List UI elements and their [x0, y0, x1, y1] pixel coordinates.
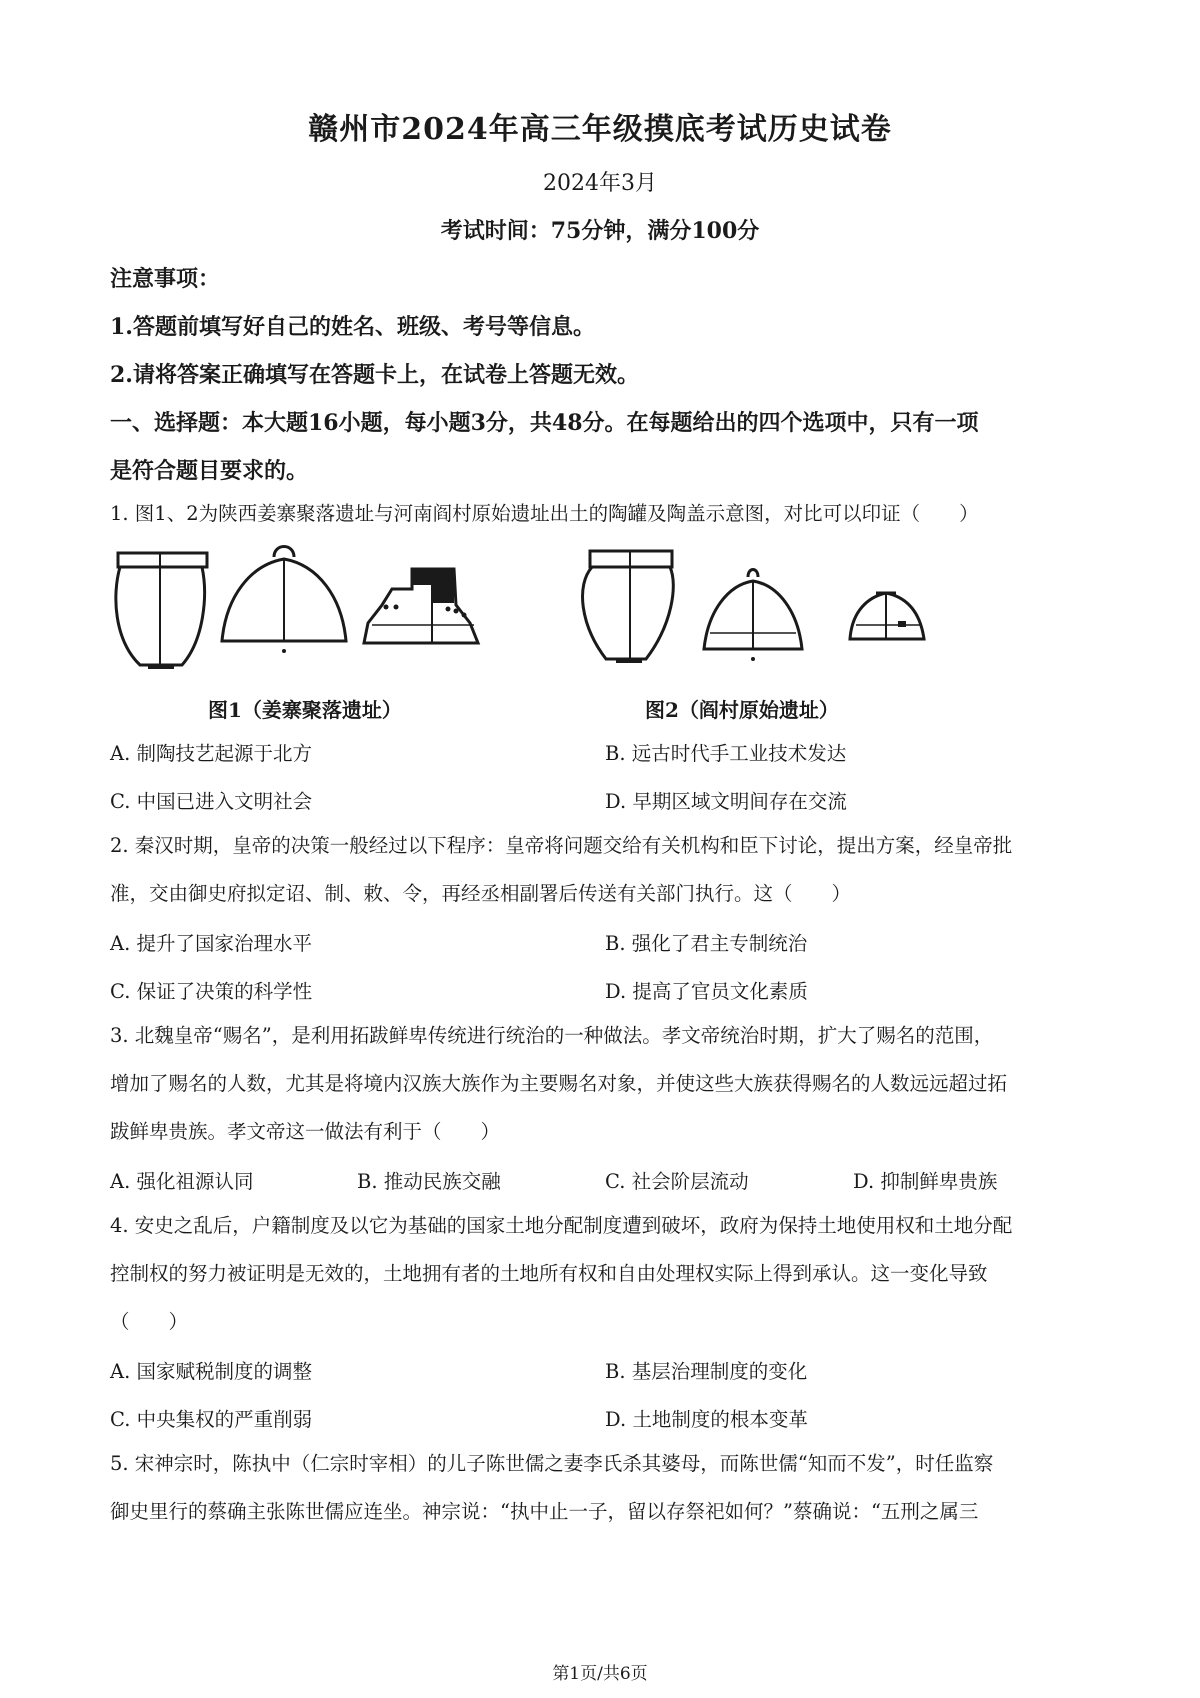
question-1-stem: 1. 图1、2为陕西姜寨聚落遗址与河南阎村原始遗址出土的陶罐及陶盖示意图，对比可以印证（ ） — [110, 502, 979, 525]
page-title: 赣州市2024年高三年级摸底考试历史试卷 — [308, 112, 892, 147]
q2-option-d: D. 提高了官员文化素质 — [605, 980, 808, 1003]
exam-date: 2024年3月 — [543, 171, 657, 196]
q1-option-b: B. 远古时代手工业技术发达 — [605, 742, 847, 765]
q1-option-c: C. 中国已进入文明社会 — [110, 790, 313, 813]
question-2-stem-line-1: 2. 秦汉时期，皇帝的决策一般经过以下程序：皇帝将问题交给有关机构和臣下讨论，提出方案，经皇帝批 — [110, 834, 1013, 857]
figure-1-pottery-drawing — [110, 545, 510, 680]
question-3-stem-line-3: 跋鲜卑贵族。孝文帝这一做法有利于（ ） — [110, 1120, 501, 1143]
question-3-stem-line-2: 增加了赐名的人数，尤其是将境内汉族大族作为主要赐名对象，并使这些大族获得赐名的人数远远超过拓 — [110, 1072, 1008, 1095]
figure-2-pottery-drawing — [580, 545, 960, 680]
section-heading-line-2: 是符合题目要求的。 — [110, 458, 309, 484]
question-4-stem-line-2: 控制权的努力被证明是无效的，土地拥有者的土地所有权和自由处理权实际上得到承认。这一变化导致 — [110, 1262, 988, 1285]
q3-option-b: B. 推动民族交融 — [357, 1170, 501, 1193]
question-2-stem-line-2: 准，交由御史府拟定诏、制、敕、令，再经丞相副署后传送有关部门执行。这（ ） — [110, 882, 852, 905]
q2-option-a: A. 提升了国家治理水平 — [110, 932, 312, 955]
q3-option-a: A. 强化祖源认同 — [110, 1170, 254, 1193]
q1-option-a: A. 制陶技艺起源于北方 — [110, 742, 312, 765]
question-4-stem-line-3: （ ） — [110, 1310, 189, 1333]
question-3-stem-line-1: 3. 北魏皇帝“赐名”，是利用拓跋鲜卑传统进行统治的一种做法。孝文帝统治时期，扩大了赐名的范围， — [110, 1024, 994, 1047]
q3-option-c: C. 社会阶层流动 — [605, 1170, 749, 1193]
question-5-stem-line-1: 5. 宋神宗时，陈执中（仁宗时宰相）的儿子陈世儒之妻李氏杀其婆母，而陈世儒“知而不发”，时任监察 — [110, 1452, 994, 1475]
q4-option-d: D. 土地制度的根本变革 — [605, 1408, 808, 1431]
note-item-1: 1.答题前填写好自己的姓名、班级、考号等信息。 — [110, 314, 595, 340]
notes-heading: 注意事项： — [110, 266, 221, 292]
question-5-stem-line-2: 御史里行的蔡确主张陈世儒应连坐。神宗说：“执中止一子，留以存祭祀如何？”蔡确说：“五刑之属三 — [110, 1500, 979, 1523]
figure-2-caption: 图2（阎村原始遗址） — [645, 698, 839, 722]
figure-1-caption: 图1（姜寨聚落遗址） — [208, 698, 402, 722]
section-heading-line-1: 一、选择题：本大题16小题，每小题3分，共48分。在每题给出的四个选项中，只有一项 — [110, 410, 979, 436]
q3-option-d: D. 抑制鲜卑贵族 — [853, 1170, 998, 1193]
q4-option-a: A. 国家赋税制度的调整 — [110, 1360, 312, 1383]
note-item-2: 2.请将答案正确填写在答题卡上，在试卷上答题无效。 — [110, 362, 639, 388]
q4-option-b: B. 基层治理制度的变化 — [605, 1360, 808, 1383]
q2-option-c: C. 保证了决策的科学性 — [110, 980, 313, 1003]
q2-option-b: B. 强化了君主专制统治 — [605, 932, 808, 955]
question-4-stem-line-1: 4. 安史之乱后，户籍制度及以它为基础的国家土地分配制度遭到破坏，政府为保持土地使用权和土地分配 — [110, 1214, 1013, 1237]
page-number-footer: 第1页/共6页 — [552, 1664, 648, 1684]
q4-option-c: C. 中央集权的严重削弱 — [110, 1408, 313, 1431]
exam-info: 考试时间：75分钟，满分100分 — [440, 218, 760, 244]
q1-option-d: D. 早期区域文明间存在交流 — [605, 790, 847, 813]
